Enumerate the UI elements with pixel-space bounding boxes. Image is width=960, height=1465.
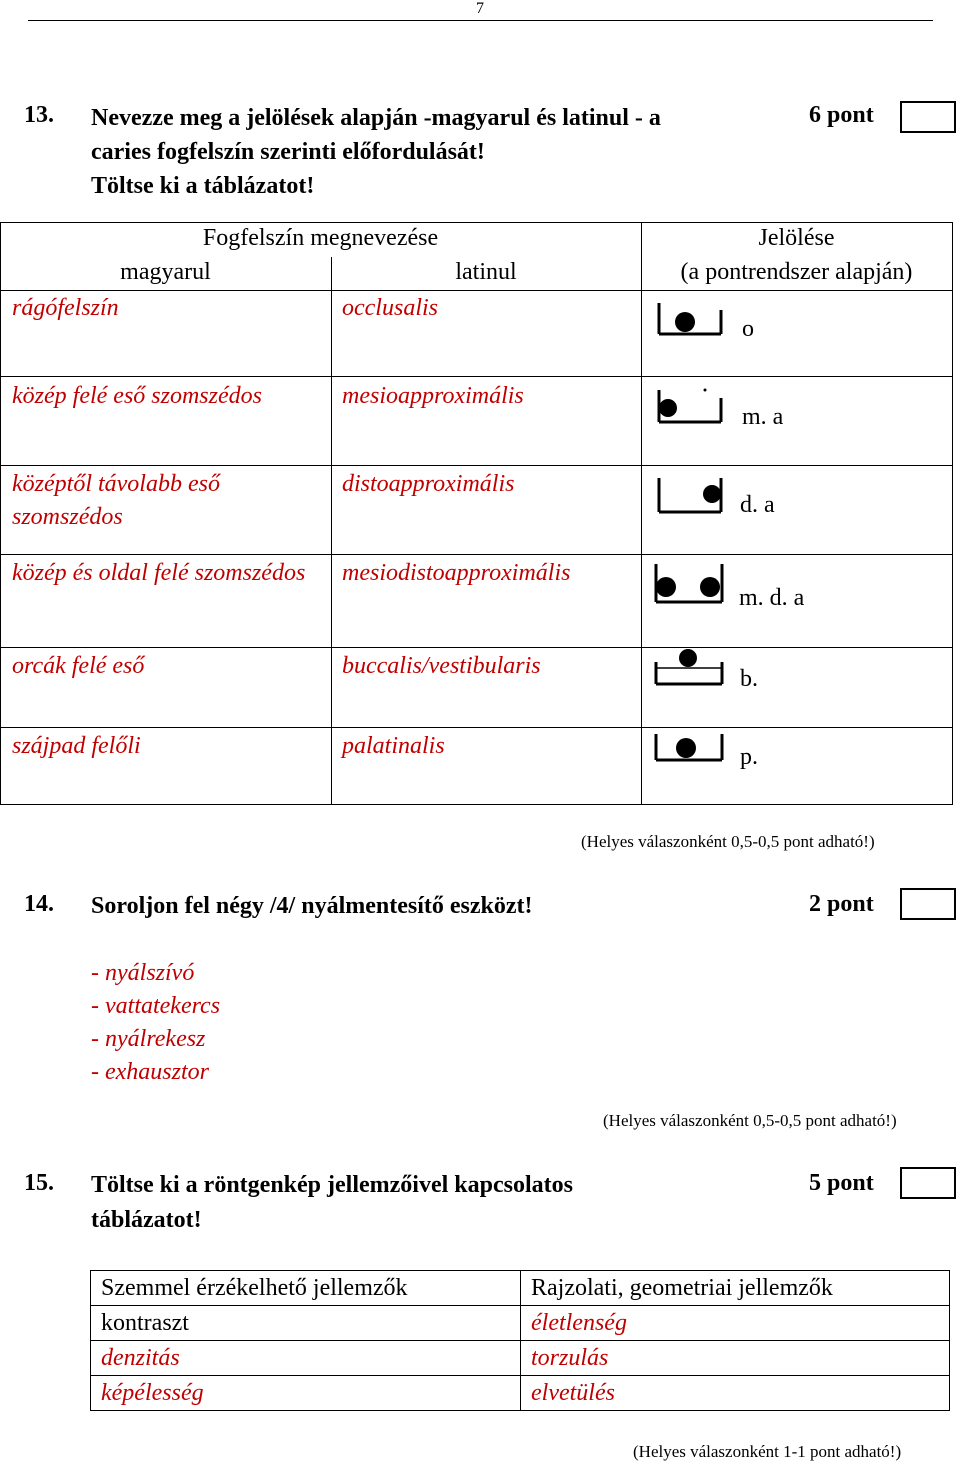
header-surface-name: Fogfelszín megnevezése (202, 225, 439, 251)
question-13-line-2: caries fogfelszín szerinti előfordulását! (91, 139, 485, 165)
question-14-points: 2 pont (809, 891, 874, 917)
col1-cell: denzitás (91, 1341, 521, 1376)
code-distal: d. a (740, 492, 775, 518)
code-palatal: p. (740, 744, 758, 770)
answer-item-4: - exhausztor (91, 1059, 209, 1085)
row-hu-occlusal: rágófelszín (12, 295, 119, 321)
row-hu-palatal: szájpad felőli (12, 733, 141, 759)
code-mesiodistal: m. d. a (739, 585, 805, 611)
question-14-note: (Helyes válaszonként 0,5-0,5 pont adható!) (603, 1111, 897, 1130)
answer-item-1: - nyálszívó (91, 960, 195, 986)
question-15-score-box[interactable] (900, 1167, 956, 1199)
table-row (91, 1306, 950, 1341)
question-15-line-1: Töltse ki a röntgenkép jellemzőivel kapcsolatos (91, 1172, 573, 1198)
code-buccal: b. (740, 666, 758, 692)
palatal-mark-icon (652, 730, 728, 770)
col2-cell: életlenség (521, 1306, 950, 1341)
row-hu-mesiodistal: közép és oldal felé szomszédos (12, 560, 306, 586)
code-occlusal: o (742, 316, 754, 342)
header-mark-sub: (a pontrendszer alapján) (680, 259, 913, 285)
col2-cell: torzulás (521, 1341, 950, 1376)
question-15-number: 15. (24, 1170, 54, 1196)
row-la-palatal: palatinalis (342, 733, 445, 759)
row-hu-distal: középtől távolabb eső szomszédos (12, 471, 220, 530)
question-13-points: 6 pont (809, 102, 874, 128)
question-14-text: Soroljon fel négy /4/ nyálmentesítő eszközt! (91, 893, 533, 919)
question-13-score-box[interactable] (900, 101, 956, 133)
header-latin: latinul (455, 259, 517, 285)
col1-header: Szemmel érzékelhető jellemzők (91, 1271, 521, 1306)
distal-mark-icon (655, 474, 725, 518)
question-13-note: (Helyes válaszonként 0,5-0,5 pont adható!) (581, 832, 875, 851)
answer-item-2: - vattatekercs (91, 993, 221, 1019)
col2-header: Rajzolati, geometriai jellemzők (521, 1271, 950, 1306)
row-la-distal: distoapproximális (342, 471, 515, 497)
row-la-occlusal: occlusalis (342, 295, 438, 321)
code-mesial: m. a (742, 404, 784, 430)
question-15-points: 5 pont (809, 1170, 874, 1196)
question-13-line-1: Nevezze meg a jelölések alapján -magyarul és latinul - a (91, 105, 661, 131)
mesial-mark-icon (655, 384, 725, 428)
question-13-line-3: Töltse ki a táblázatot! (91, 173, 315, 199)
row-hu-mesial: közép felé eső szomszédos (12, 383, 262, 409)
mesiodistal-mark-icon (652, 560, 728, 610)
col2-cell: elvetülés (521, 1376, 950, 1411)
header-mark: Jelölése (758, 225, 835, 251)
col1-cell: kontraszt (91, 1306, 521, 1341)
row-la-mesiodistal: mesiodistoapproximális (342, 560, 571, 586)
question-15-line-2: táblázatot! (91, 1207, 202, 1233)
question-14-number: 14. (24, 891, 54, 917)
answer-item-3: - nyálrekesz (91, 1026, 206, 1052)
table-row (91, 1341, 950, 1376)
row-la-buccal: buccalis/vestibularis (342, 653, 541, 679)
row-hu-buccal: orcák felé eső (12, 653, 145, 679)
col1-cell: képélesség (91, 1376, 521, 1411)
table-row (91, 1376, 950, 1411)
xray-characteristics-table (90, 1270, 950, 1411)
buccal-mark-icon (652, 646, 728, 692)
page-number: 7 (476, 0, 484, 17)
question-13-number: 13. (24, 102, 54, 128)
question-14-score-box[interactable] (900, 888, 956, 920)
row-la-mesial: mesioapproximális (342, 383, 524, 409)
table-row (91, 1271, 950, 1306)
occlusal-mark-icon (655, 300, 725, 340)
header-rule (28, 20, 933, 21)
question-15-note: (Helyes válaszonként 1-1 pont adható!) (633, 1442, 902, 1461)
header-hungarian: magyarul (120, 259, 211, 285)
